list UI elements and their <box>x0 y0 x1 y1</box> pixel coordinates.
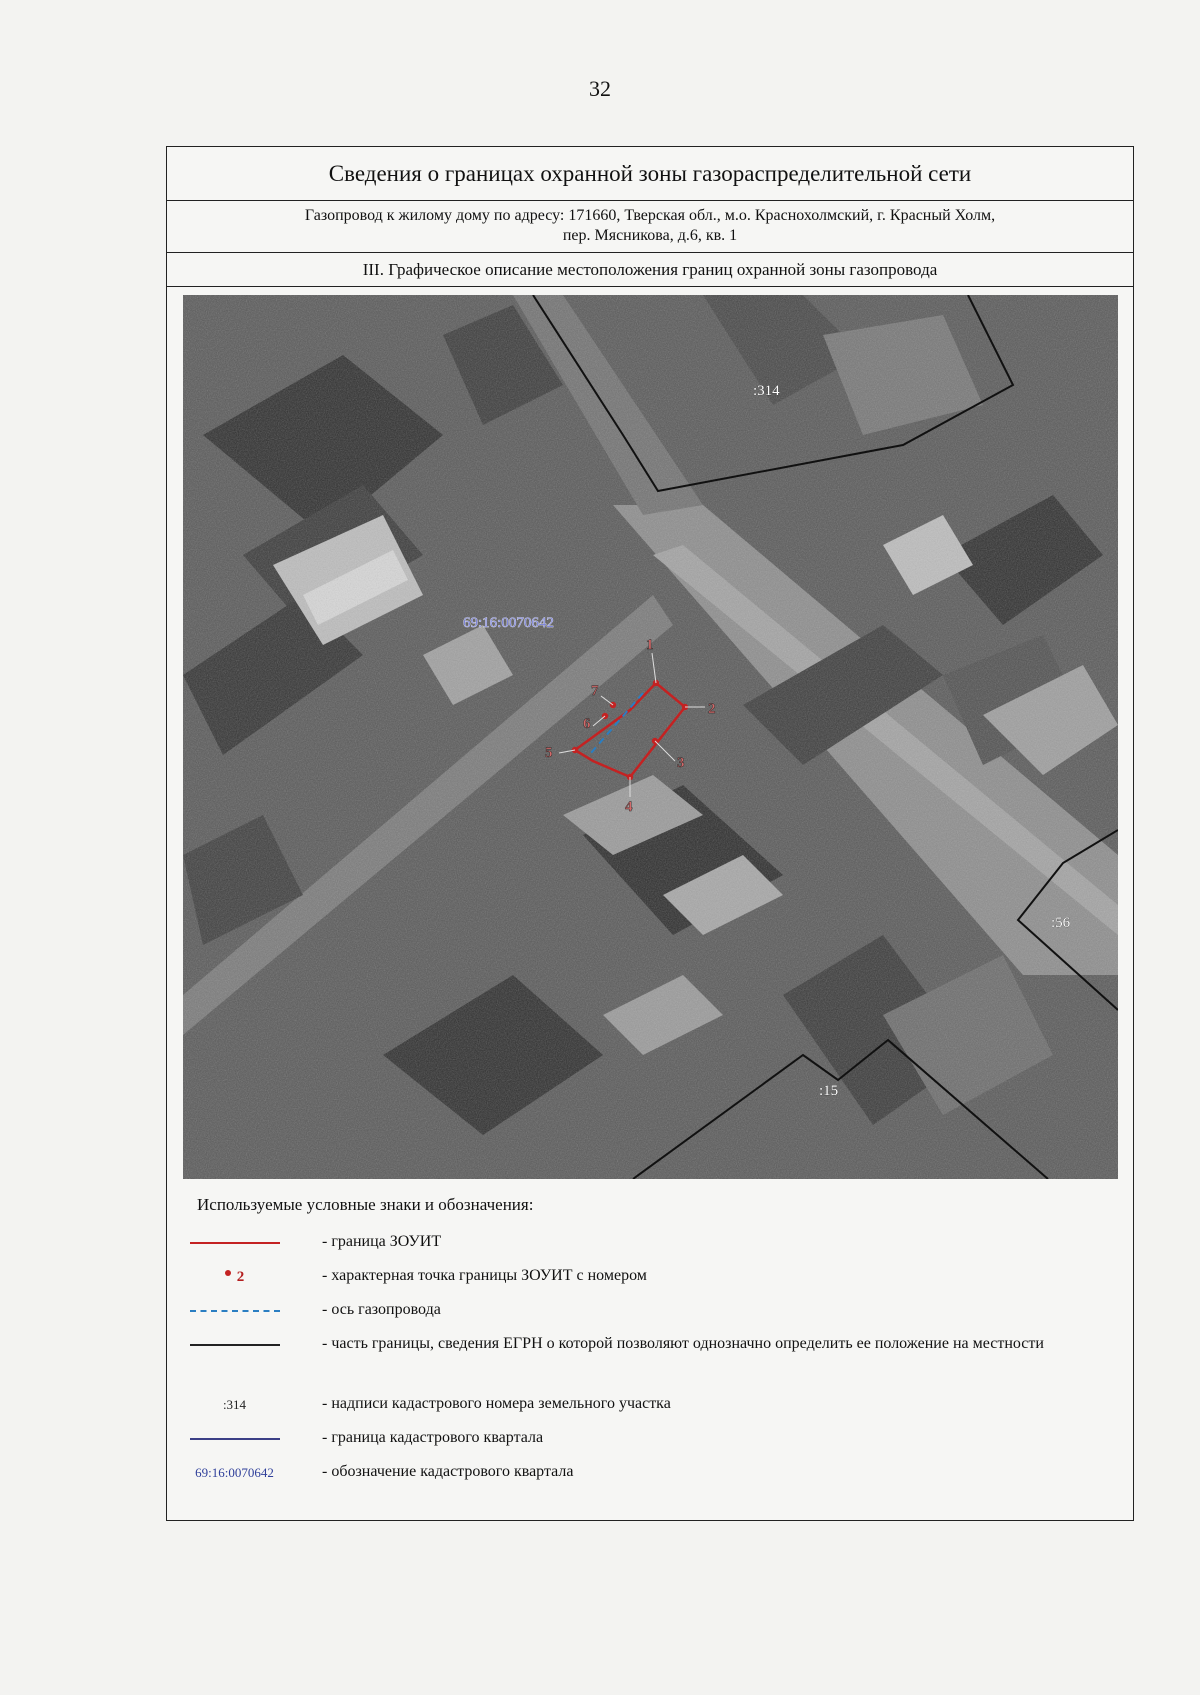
legend-point-number: 2 <box>236 1268 245 1285</box>
point-label-5: 5 <box>545 745 553 761</box>
legend-symbol-black-line <box>177 1333 292 1357</box>
document-title: Сведения о границах охранной зоны газораспределительной сети <box>167 147 1133 201</box>
point-label-3: 3 <box>677 755 685 771</box>
legend-desc: - характерная точка границы ЗОУИТ с номером <box>322 1267 647 1284</box>
legend-symbol-point <box>177 1265 292 1289</box>
legend-symbol-text <box>177 1393 292 1417</box>
legend-title: Используемые условные знаки и обозначения: <box>197 1195 534 1214</box>
legend-symbol-red-line <box>177 1231 292 1255</box>
satellite-map <box>183 295 1118 1179</box>
point-label-4: 4 <box>625 799 633 815</box>
legend-desc: - обозначение кадастрового квартала <box>322 1463 574 1480</box>
legend-symbol-navy-line <box>177 1427 292 1451</box>
parcel-label-15: :15 <box>819 1083 839 1099</box>
legend-desc: - надписи кадастрового номера земельного участка <box>322 1395 671 1412</box>
address-line-2: пер. Мясникова, д.6, кв. 1 <box>562 227 738 244</box>
parcel-label-314: :314 <box>753 383 780 399</box>
legend-desc: - граница кадастрового квартала <box>322 1429 544 1446</box>
address-line-1: Газопровод к жилому дому по адресу: 171660, Тверская обл., м.о. Краснохолмский, г. Красный Холм, <box>304 207 996 224</box>
point-label-2: 2 <box>708 701 716 717</box>
map-texture <box>183 295 1118 1179</box>
object-address <box>167 201 1133 253</box>
map-canvas <box>183 295 1118 1179</box>
document-frame <box>166 146 1134 1521</box>
page-number: 32 <box>589 76 611 101</box>
section-title: III. Графическое описание местоположения границ охранной зоны газопровода <box>167 253 1133 287</box>
legend-symbol-blue-dash <box>177 1299 292 1323</box>
legend-desc: - часть границы, сведения ЕГРН о которой позволяют однозначно определить ее положение на местности <box>322 1335 1044 1352</box>
legend-desc: - ось газопровода <box>322 1301 441 1318</box>
point-label-6: 6 <box>583 716 591 732</box>
legend-sample-parcel: :314 <box>222 1397 247 1412</box>
point-label-1: 1 <box>646 637 654 653</box>
point-label-7: 7 <box>591 683 599 699</box>
legend-desc: - граница ЗОУИТ <box>322 1233 442 1250</box>
legend-sample-quarter: 69:16:0070642 <box>195 1465 274 1480</box>
quarter-label: 69:16:0070642 <box>463 615 554 631</box>
parcel-label-56: :56 <box>1051 915 1071 931</box>
legend-symbol-text-blue <box>177 1461 292 1485</box>
